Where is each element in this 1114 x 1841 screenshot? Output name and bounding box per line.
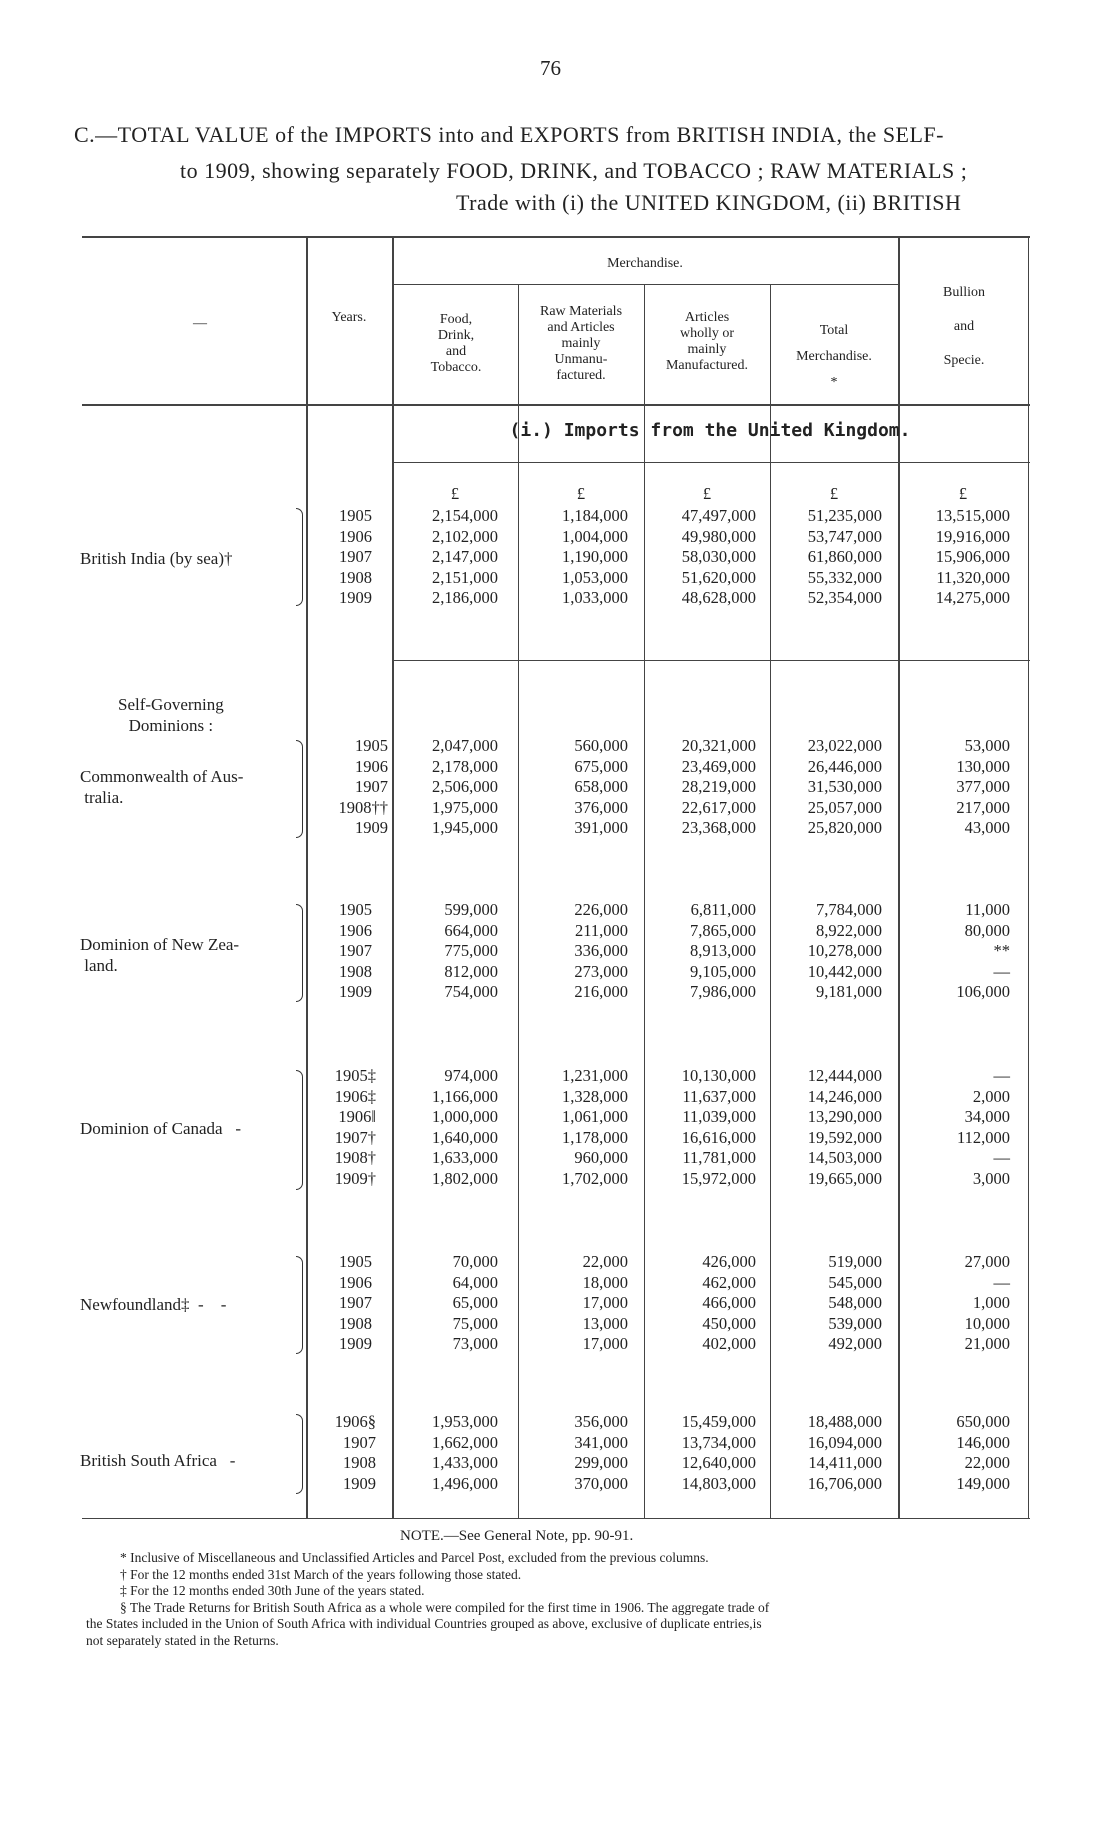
- currency-raw: £: [576, 484, 586, 503]
- food-column: 599,000 664,000 775,000 812,000 754,000: [444, 900, 498, 1001]
- header-merchandise: Merchandise.: [607, 256, 683, 271]
- raw-column: 356,000 341,000 299,000 370,000: [574, 1412, 628, 1493]
- bullion-column: 11,000 80,000 ** — 106,000: [956, 900, 1010, 1001]
- header-food: Food, Drink, and Tobacco.: [430, 312, 482, 375]
- bullion-column: 650,000 146,000 22,000 149,000: [956, 1412, 1010, 1493]
- bullion-column: 13,515,000 19,916,000 15,906,000 11,320,000 14,275,000: [935, 506, 1010, 607]
- manufactured-column: 20,321,000 23,469,000 28,219,000 22,617,000 23,368,000: [681, 736, 756, 837]
- title-line-2: to 1909, showing separately FOOD, DRINK, and TOBACCO ; RAW MATERIALS ;: [180, 158, 968, 183]
- total-column: 12,444,000 14,246,000 13,290,000 19,592,000 14,503,000 19,665,000: [807, 1066, 882, 1188]
- total-column: 51,235,000 53,747,000 61,860,000 55,332,000 52,354,000: [807, 506, 882, 607]
- footnote: § The Trade Returns for British South Africa as a whole were compiled for the first time in 1906. The aggregate trade of: [120, 1599, 770, 1615]
- col-line-3: [518, 284, 519, 1518]
- header-manufactured: Articles wholly or mainly Manufactured.: [665, 310, 749, 373]
- group-brace: [296, 1070, 303, 1190]
- col-line-4: [644, 284, 645, 1518]
- title-line-1: C.—TOTAL VALUE of the IMPORTS into and EXPORTS from BRITISH INDIA, the SELF-: [74, 122, 944, 147]
- years-column: 1905 1906 1907 1908 1909: [339, 900, 372, 1001]
- raw-column: 22,000 18,000 17,000 13,000 17,000: [582, 1252, 628, 1353]
- manufactured-column: 10,130,000 11,637,000 11,039,000 16,616,000 11,781,000 15,972,000: [681, 1066, 756, 1188]
- group-brace: [296, 904, 303, 1002]
- currency-food: £: [450, 484, 460, 503]
- total-column: 23,022,000 26,446,000 31,530,000 25,057,000 25,820,000: [807, 736, 882, 837]
- total-column: 519,000 545,000 548,000 539,000 492,000: [828, 1252, 882, 1353]
- food-column: 1,953,000 1,662,000 1,433,000 1,496,000: [432, 1412, 498, 1493]
- table-bottom-rule: [82, 1518, 1030, 1519]
- footnote: * Inclusive of Miscellaneous and Unclassified Articles and Parcel Post, excluded from the previous columns.: [120, 1550, 709, 1565]
- food-column: 974,000 1,166,000 1,000,000 1,640,000 1,633,000 1,802,000: [432, 1066, 498, 1188]
- bullion-column: — 2,000 34,000 112,000 — 3,000: [956, 1066, 1010, 1188]
- col-line-7: [1028, 236, 1029, 1518]
- group-label: Dominion of Canada -: [80, 1119, 241, 1138]
- merchandise-rule: [392, 284, 898, 285]
- footnote: not separately stated in the Returns.: [86, 1632, 279, 1648]
- group-rule: [392, 660, 1030, 661]
- group-brace: [296, 1256, 303, 1354]
- group-label: British South Africa -: [80, 1451, 236, 1470]
- self-governing-label: Self-Governing Dominions :: [118, 695, 224, 735]
- food-column: 2,047,000 2,178,000 2,506,000 1,975,000 1,945,000: [432, 736, 498, 837]
- manufactured-column: 426,000 462,000 466,000 450,000 402,000: [702, 1252, 756, 1353]
- header-bottom-rule: [82, 404, 1030, 406]
- footnote: the States included in the Union of South Africa with individual Countries grouped as above, exclusive of duplicate entries,is: [86, 1616, 762, 1631]
- col-line-5: [770, 284, 771, 1518]
- header-country: —: [193, 316, 207, 331]
- manufactured-column: 15,459,000 13,734,000 12,640,000 14,803,000: [681, 1412, 756, 1493]
- years-column: 1905 1906 1907 1908†† 1909: [338, 736, 388, 837]
- years-column: 1905‡ 1906‡ 1906‖ 1907† 1908† 1909†: [334, 1066, 376, 1188]
- group-brace: [296, 1414, 303, 1494]
- currency-total: £: [829, 484, 839, 503]
- footnote: † For the 12 months ended 31st March of the years following those stated.: [120, 1566, 522, 1582]
- footnotes: [86, 1550, 1032, 1649]
- header-bullion: Bullion and Specie.: [942, 285, 985, 368]
- food-column: 70,000 64,000 65,000 75,000 73,000: [452, 1252, 498, 1353]
- raw-column: 1,231,000 1,328,000 1,061,000 1,178,000 960,000 1,702,000: [562, 1066, 628, 1188]
- total-column: 7,784,000 8,922,000 10,278,000 10,442,000 9,181,000: [807, 900, 882, 1001]
- manufactured-column: 6,811,000 7,865,000 8,913,000 9,105,000 7,986,000: [690, 900, 756, 1001]
- page-number: 76: [540, 56, 561, 80]
- header-total: Total Merchandise. *: [796, 323, 872, 390]
- group-label: Dominion of New Zea- land.: [80, 935, 240, 975]
- group-label: Commonwealth of Aus- tralia.: [80, 767, 244, 807]
- raw-column: 226,000 211,000 336,000 273,000 216,000: [574, 900, 628, 1001]
- header-years: Years.: [331, 310, 367, 325]
- currency-manufactured: £: [702, 484, 712, 503]
- table-top-rule: [82, 236, 1030, 238]
- years-column: 1906§ 1907 1908 1909: [334, 1412, 376, 1493]
- raw-column: 1,184,000 1,004,000 1,190,000 1,053,000 1,033,000: [562, 506, 628, 607]
- group-brace: [296, 740, 303, 838]
- years-column: 1905 1906 1907 1908 1909: [339, 506, 372, 607]
- manufactured-column: 47,497,000 49,980,000 58,030,000 51,620,000 48,628,000: [681, 506, 756, 607]
- total-column: 18,488,000 16,094,000 14,411,000 16,706,000: [807, 1412, 882, 1493]
- section-title: (i.) Imports from the United Kingdom.: [509, 420, 911, 441]
- currency-bullion: £: [958, 484, 968, 503]
- group-label: British India (by sea)†: [80, 549, 233, 568]
- title-line-3: Trade with (i) the UNITED KINGDOM, (ii) BRITISH: [456, 190, 962, 215]
- bullion-column: 53,000 130,000 377,000 217,000 43,000: [956, 736, 1010, 837]
- footnote: ‡ For the 12 months ended 30th June of the years stated.: [120, 1583, 425, 1598]
- food-column: 2,154,000 2,102,000 2,147,000 2,151,000 2,186,000: [432, 506, 498, 607]
- years-column: 1905 1906 1907 1908 1909: [339, 1252, 372, 1353]
- bullion-column: 27,000 — 1,000 10,000 21,000: [964, 1252, 1010, 1353]
- note-title: NOTE.—See General Note, pp. 90-91.: [400, 1528, 634, 1544]
- raw-column: 560,000 675,000 658,000 376,000 391,000: [574, 736, 628, 837]
- group-label: Newfoundland‡ - -: [80, 1295, 227, 1314]
- header-raw: Raw Materials and Articles mainly Unmanu- factured.: [539, 304, 623, 383]
- group-brace: [296, 508, 303, 606]
- section-rule: [392, 462, 1030, 463]
